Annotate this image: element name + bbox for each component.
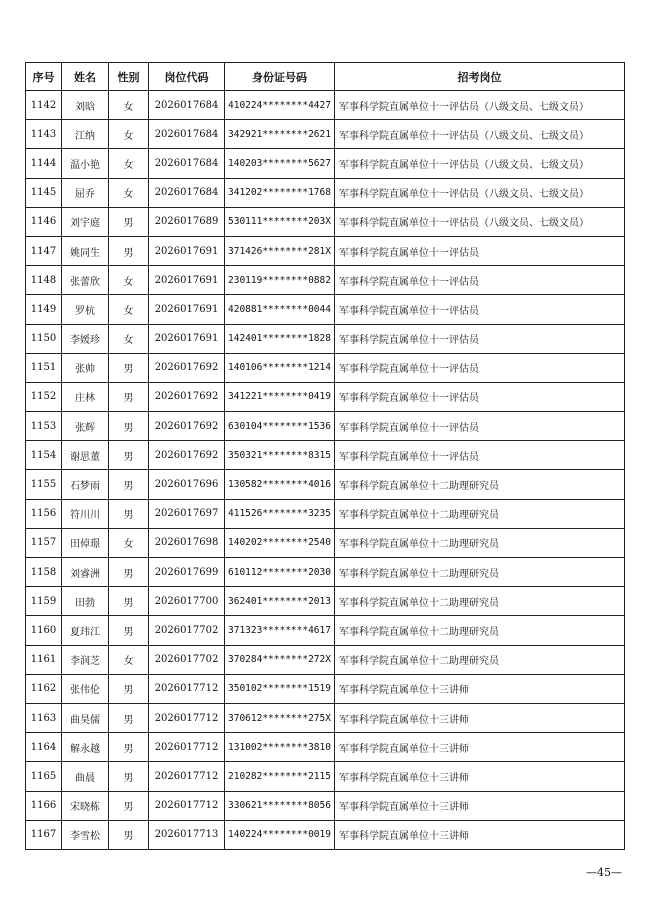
header-id-number: 身份证号码	[225, 63, 335, 91]
name-cell: 屈乔	[62, 178, 109, 207]
table-row	[26, 266, 625, 295]
serial-cell: 1147	[26, 236, 62, 265]
post-cell: 军事科学院直属单位十三讲师	[335, 762, 625, 791]
post-cell: 军事科学院直属单位十一评估员（八级文员、七级文员）	[335, 207, 625, 236]
gender-cell: 男	[109, 674, 149, 703]
post-code-cell: 2026017691	[149, 236, 225, 265]
gender-cell: 男	[109, 616, 149, 645]
serial-cell: 1156	[26, 499, 62, 528]
gender-cell: 女	[109, 295, 149, 324]
name-cell: 刘晗	[62, 91, 109, 120]
post-code-cell: 2026017684	[149, 149, 225, 178]
post-cell: 军事科学院直属单位十二助理研究员	[335, 645, 625, 674]
serial-cell: 1164	[26, 733, 62, 762]
gender-cell: 男	[109, 382, 149, 411]
post-code-cell: 2026017702	[149, 645, 225, 674]
post-code-cell: 2026017684	[149, 91, 225, 120]
table-row	[26, 762, 625, 791]
gender-cell: 男	[109, 558, 149, 587]
post-code-cell: 2026017684	[149, 178, 225, 207]
serial-cell: 1167	[26, 820, 62, 849]
serial-cell: 1153	[26, 412, 62, 441]
gender-cell: 男	[109, 587, 149, 616]
post-code-cell: 2026017712	[149, 733, 225, 762]
post-cell: 军事科学院直属单位十一评估员（八级文员、七级文员）	[335, 120, 625, 149]
post-code-cell: 2026017713	[149, 820, 225, 849]
id-number-cell: 142401********1828	[225, 324, 335, 353]
header-name: 姓名	[62, 63, 109, 91]
gender-cell: 男	[109, 499, 149, 528]
post-code-cell: 2026017702	[149, 616, 225, 645]
id-number-cell: 140224********0019	[225, 820, 335, 849]
serial-cell: 1149	[26, 295, 62, 324]
serial-cell: 1148	[26, 266, 62, 295]
post-cell: 军事科学院直属单位十三讲师	[335, 820, 625, 849]
id-number-cell: 530111********203X	[225, 207, 335, 236]
header-post-code: 岗位代码	[149, 63, 225, 91]
name-cell: 罗杭	[62, 295, 109, 324]
id-number-cell: 342921********2621	[225, 120, 335, 149]
table-row	[26, 470, 625, 499]
table-row	[26, 353, 625, 382]
id-number-cell: 130582********4016	[225, 470, 335, 499]
name-cell: 李润芝	[62, 645, 109, 674]
name-cell: 张伟伦	[62, 674, 109, 703]
serial-cell: 1159	[26, 587, 62, 616]
gender-cell: 女	[109, 645, 149, 674]
id-number-cell: 610112********2030	[225, 558, 335, 587]
serial-cell: 1161	[26, 645, 62, 674]
name-cell: 刘睿洲	[62, 558, 109, 587]
post-code-cell: 2026017712	[149, 674, 225, 703]
id-number-cell: 341202********1768	[225, 178, 335, 207]
post-cell: 军事科学院直属单位十一评估员（八级文员、七级文员）	[335, 149, 625, 178]
name-cell: 李媛珍	[62, 324, 109, 353]
table-row	[26, 616, 625, 645]
gender-cell: 男	[109, 470, 149, 499]
post-cell: 军事科学院直属单位十二助理研究员	[335, 587, 625, 616]
id-number-cell: 350102********1519	[225, 674, 335, 703]
post-cell: 军事科学院直属单位十二助理研究员	[335, 558, 625, 587]
name-cell: 谢思董	[62, 441, 109, 470]
name-cell: 庄林	[62, 382, 109, 411]
gender-cell: 女	[109, 91, 149, 120]
header-serial: 序号	[26, 63, 62, 91]
post-cell: 军事科学院直属单位十一评估员	[335, 236, 625, 265]
id-number-cell: 362401********2013	[225, 587, 335, 616]
post-cell: 军事科学院直属单位十三讲师	[335, 674, 625, 703]
table-row	[26, 528, 625, 557]
post-cell: 军事科学院直属单位十二助理研究员	[335, 528, 625, 557]
post-cell: 军事科学院直属单位十一评估员（八级文员、七级文员）	[335, 178, 625, 207]
gender-cell: 男	[109, 412, 149, 441]
gender-cell: 女	[109, 528, 149, 557]
id-number-cell: 370612********275X	[225, 703, 335, 732]
id-number-cell: 410224********4427	[225, 91, 335, 120]
post-code-cell: 2026017699	[149, 558, 225, 587]
gender-cell: 男	[109, 791, 149, 820]
post-code-cell: 2026017697	[149, 499, 225, 528]
serial-cell: 1162	[26, 674, 62, 703]
name-cell: 张辉	[62, 412, 109, 441]
header-gender: 性别	[109, 63, 149, 91]
gender-cell: 男	[109, 353, 149, 382]
post-code-cell: 2026017712	[149, 703, 225, 732]
name-cell: 李雪松	[62, 820, 109, 849]
id-number-cell: 140106********1214	[225, 353, 335, 382]
post-cell: 军事科学院直属单位十三讲师	[335, 703, 625, 732]
table-row	[26, 295, 625, 324]
gender-cell: 男	[109, 207, 149, 236]
serial-cell: 1143	[26, 120, 62, 149]
serial-cell: 1152	[26, 382, 62, 411]
id-number-cell: 420881********0044	[225, 295, 335, 324]
id-number-cell: 140203********5627	[225, 149, 335, 178]
serial-cell: 1150	[26, 324, 62, 353]
name-cell: 曲昊儒	[62, 703, 109, 732]
table-row	[26, 820, 625, 849]
table-row	[26, 207, 625, 236]
id-number-cell: 371426********281X	[225, 236, 335, 265]
serial-cell: 1160	[26, 616, 62, 645]
post-code-cell: 2026017692	[149, 382, 225, 411]
table-row	[26, 791, 625, 820]
post-code-cell: 2026017712	[149, 762, 225, 791]
name-cell: 符川川	[62, 499, 109, 528]
serial-cell: 1163	[26, 703, 62, 732]
id-number-cell: 350321********8315	[225, 441, 335, 470]
table-header-row	[26, 63, 625, 91]
id-number-cell: 371323********4617	[225, 616, 335, 645]
gender-cell: 女	[109, 120, 149, 149]
table-row	[26, 120, 625, 149]
table-row	[26, 149, 625, 178]
name-cell: 解永越	[62, 733, 109, 762]
name-cell: 刘宇庭	[62, 207, 109, 236]
name-cell: 张帅	[62, 353, 109, 382]
post-cell: 军事科学院直属单位十一评估员	[335, 441, 625, 470]
post-cell: 军事科学院直属单位十一评估员	[335, 266, 625, 295]
name-cell: 曲晨	[62, 762, 109, 791]
gender-cell: 女	[109, 266, 149, 295]
post-code-cell: 2026017700	[149, 587, 225, 616]
post-code-cell: 2026017691	[149, 266, 225, 295]
name-cell: 田倬璟	[62, 528, 109, 557]
gender-cell: 男	[109, 703, 149, 732]
table-row	[26, 324, 625, 353]
post-code-cell: 2026017696	[149, 470, 225, 499]
table-row	[26, 382, 625, 411]
id-number-cell: 140202********2540	[225, 528, 335, 557]
post-code-cell: 2026017691	[149, 324, 225, 353]
id-number-cell: 630104********1536	[225, 412, 335, 441]
serial-cell: 1158	[26, 558, 62, 587]
table-row	[26, 703, 625, 732]
id-number-cell: 341221********0419	[225, 382, 335, 411]
gender-cell: 男	[109, 820, 149, 849]
gender-cell: 男	[109, 236, 149, 265]
table-row	[26, 645, 625, 674]
id-number-cell: 210282********2115	[225, 762, 335, 791]
serial-cell: 1165	[26, 762, 62, 791]
gender-cell: 女	[109, 324, 149, 353]
id-number-cell: 330621********8056	[225, 791, 335, 820]
post-cell: 军事科学院直属单位十三讲师	[335, 733, 625, 762]
serial-cell: 1157	[26, 528, 62, 557]
serial-cell: 1142	[26, 91, 62, 120]
post-cell: 军事科学院直属单位十一评估员（八级文员、七级文员）	[335, 91, 625, 120]
post-code-cell: 2026017689	[149, 207, 225, 236]
table-row	[26, 441, 625, 470]
post-cell: 军事科学院直属单位十二助理研究员	[335, 616, 625, 645]
gender-cell: 女	[109, 178, 149, 207]
id-number-cell: 230119********0882	[225, 266, 335, 295]
post-cell: 军事科学院直属单位十一评估员	[335, 382, 625, 411]
post-cell: 军事科学院直属单位十二助理研究员	[335, 470, 625, 499]
post-code-cell: 2026017684	[149, 120, 225, 149]
post-code-cell: 2026017692	[149, 441, 225, 470]
name-cell: 温小艳	[62, 149, 109, 178]
name-cell: 姚同生	[62, 236, 109, 265]
name-cell: 石梦雨	[62, 470, 109, 499]
table-body	[26, 91, 625, 850]
table-row	[26, 558, 625, 587]
table-row	[26, 674, 625, 703]
candidate-table	[25, 62, 625, 850]
serial-cell: 1155	[26, 470, 62, 499]
serial-cell: 1154	[26, 441, 62, 470]
post-code-cell: 2026017691	[149, 295, 225, 324]
post-cell: 军事科学院直属单位十三讲师	[335, 791, 625, 820]
post-cell: 军事科学院直属单位十一评估员	[335, 412, 625, 441]
table-row	[26, 91, 625, 120]
id-number-cell: 370284********272X	[225, 645, 335, 674]
id-number-cell: 411526********3235	[225, 499, 335, 528]
name-cell: 田勃	[62, 587, 109, 616]
table-row	[26, 587, 625, 616]
post-cell: 军事科学院直属单位十一评估员	[335, 295, 625, 324]
serial-cell: 1145	[26, 178, 62, 207]
name-cell: 宋晓栋	[62, 791, 109, 820]
post-code-cell: 2026017712	[149, 791, 225, 820]
table-row	[26, 236, 625, 265]
header-post: 招考岗位	[335, 63, 625, 91]
table-row	[26, 499, 625, 528]
table-row	[26, 412, 625, 441]
post-cell: 军事科学院直属单位十二助理研究员	[335, 499, 625, 528]
gender-cell: 男	[109, 762, 149, 791]
table-row	[26, 733, 625, 762]
post-code-cell: 2026017698	[149, 528, 225, 557]
post-code-cell: 2026017692	[149, 353, 225, 382]
gender-cell: 女	[109, 149, 149, 178]
serial-cell: 1146	[26, 207, 62, 236]
serial-cell: 1151	[26, 353, 62, 382]
page-number: —45—	[586, 866, 622, 879]
post-cell: 军事科学院直属单位十一评估员	[335, 324, 625, 353]
gender-cell: 男	[109, 441, 149, 470]
name-cell: 张蕾欣	[62, 266, 109, 295]
id-number-cell: 131002********3810	[225, 733, 335, 762]
post-code-cell: 2026017692	[149, 412, 225, 441]
name-cell: 江纳	[62, 120, 109, 149]
name-cell: 夏玮江	[62, 616, 109, 645]
serial-cell: 1144	[26, 149, 62, 178]
serial-cell: 1166	[26, 791, 62, 820]
gender-cell: 男	[109, 733, 149, 762]
post-cell: 军事科学院直属单位十一评估员	[335, 353, 625, 382]
table-row	[26, 178, 625, 207]
